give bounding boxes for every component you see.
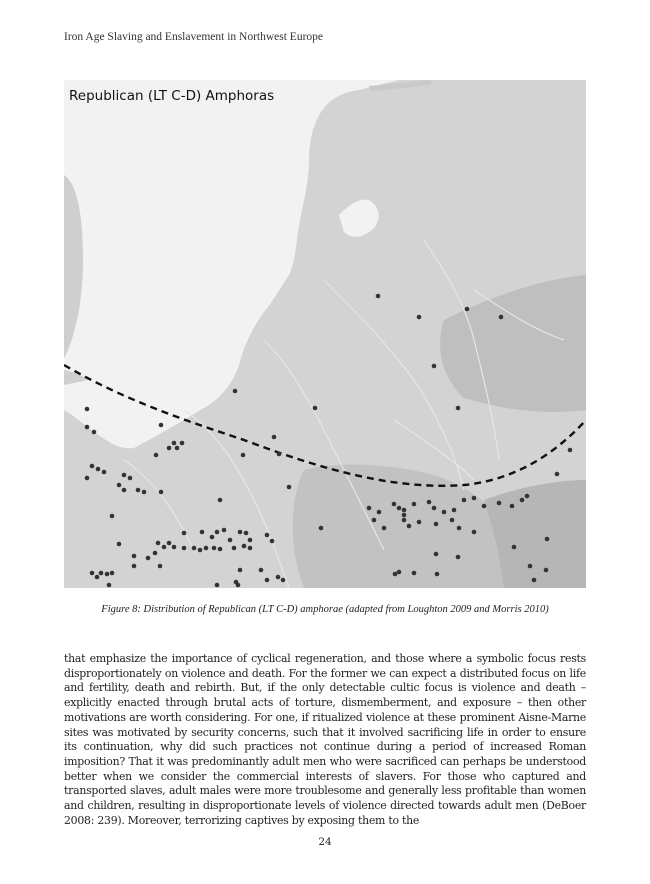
findspot-dot (313, 406, 318, 411)
findspot-dot (544, 568, 549, 573)
findspot-dot (450, 518, 455, 523)
findspot-dot (512, 545, 517, 550)
findspot-dot (136, 488, 141, 493)
findspot-dot (402, 518, 407, 523)
findspot-dot (462, 498, 467, 503)
distribution-map (64, 80, 586, 588)
findspot-dot (319, 526, 324, 531)
running-head: Iron Age Slaving and Enslavement in Northwest Europe (64, 31, 324, 43)
findspot-dot (402, 513, 407, 518)
findspot-dot (532, 578, 537, 583)
findspot-dot (158, 564, 163, 569)
findspot-dot (85, 425, 90, 430)
findspot-dot (92, 430, 97, 435)
findspot-dot (90, 571, 95, 576)
findspot-dot (236, 583, 241, 588)
findspot-dot (204, 546, 209, 551)
findspot-dot (376, 294, 381, 299)
findspot-dot (132, 554, 137, 559)
map-graphic (64, 80, 586, 588)
findspot-dot (277, 452, 282, 457)
findspot-dot (372, 518, 377, 523)
findspot-dot (212, 546, 217, 551)
findspot-dot (457, 526, 462, 531)
figure-caption: Figure 8: Distribution of Republican (LT C-D) amphorae (adapted from Loughton 2009 and Morris 2010) (101, 604, 549, 615)
body-paragraph: that emphasize the importance of cyclical regeneration, and those where a symbolic focus rests disproportionately on violence and death. For the former we can expect a distributed focus on life and fertility, death and rebirth. But, if the only detectable cultic focus is violence and death – explicitly enacted through brutal acts of torture, dismemberment, and exposure – then other motivations are worth considering. For one, if ritualized violence at these prominent Aisne-Marne sites was motivated by security concerns, such that it involved sacrificing life in order to ensure its continuation, why did such practices not continue during a period of increased Roman imposition? That it was predominantly adult men who were sacrificed can perhaps be understood better when we consider the commercial interests of slavers. For those who captured and transported slaves, adult males were more troublesome and generally less profitable than women and children, resulting in disproportionate levels of violence directed towards adult men (DeBoer 2008: 239). Moreover, terrorizing captives by exposing them to the (64, 652, 586, 827)
findspot-dot (90, 464, 95, 469)
findspot-dot (244, 531, 249, 536)
findspot-dot (85, 476, 90, 481)
findspot-dot (156, 541, 161, 546)
findspot-dot (167, 446, 172, 451)
findspot-dot (417, 315, 422, 320)
findspot-dot (99, 571, 104, 576)
findspot-dot (110, 571, 115, 576)
findspot-dot (472, 530, 477, 535)
findspot-dot (233, 389, 238, 394)
findspot-dot (259, 568, 264, 573)
findspot-dot (200, 530, 205, 535)
findspot-dot (442, 510, 447, 515)
findspot-dot (407, 524, 412, 529)
findspot-dot (248, 538, 253, 543)
map-title: Republican (LT C-D) Amphoras (69, 88, 275, 104)
findspot-dot (456, 555, 461, 560)
findspot-dot (412, 502, 417, 507)
findspot-dot (432, 506, 437, 511)
findspot-dot (367, 506, 372, 511)
findspot-dot (465, 307, 470, 312)
findspot-dot (142, 490, 147, 495)
findspot-dot (568, 448, 573, 453)
findspot-dot (198, 548, 203, 553)
findspot-dot (397, 506, 402, 511)
findspot-dot (472, 496, 477, 501)
findspot-dot (248, 546, 253, 551)
findspot-dot (417, 520, 422, 525)
findspot-dot (167, 541, 172, 546)
findspot-dot (276, 575, 281, 580)
findspot-dot (435, 572, 440, 577)
findspot-dot (427, 500, 432, 505)
findspot-dot (105, 572, 110, 577)
findspot-dot (272, 435, 277, 440)
findspot-dot (287, 485, 292, 490)
findspot-dot (242, 544, 247, 549)
findspot-dot (482, 504, 487, 509)
findspot-dot (182, 546, 187, 551)
findspot-dot (162, 545, 167, 550)
findspot-dot (499, 315, 504, 320)
findspot-dot (146, 556, 151, 561)
findspot-dot (432, 364, 437, 369)
findspot-dot (497, 501, 502, 506)
findspot-dot (228, 538, 233, 543)
findspot-dot (172, 545, 177, 550)
findspot-dot (270, 539, 275, 544)
findspot-dot (377, 510, 382, 515)
findspot-dot (110, 514, 115, 519)
findspot-dot (510, 504, 515, 509)
findspot-dot (545, 537, 550, 542)
findspot-dot (210, 535, 215, 540)
findspot-dot (456, 406, 461, 411)
findspot-dot (241, 453, 246, 458)
findspot-dot (265, 578, 270, 583)
findspot-dot (238, 568, 243, 573)
findspot-dot (95, 575, 100, 580)
findspot-dot (281, 578, 286, 583)
findspot-dot (192, 546, 197, 551)
findspot-dot (525, 494, 530, 499)
findspot-dot (393, 572, 398, 577)
findspot-dot (402, 508, 407, 513)
findspot-dot (215, 583, 220, 588)
findspot-dot (117, 542, 122, 547)
findspot-dot (117, 483, 122, 488)
findspot-dot (434, 552, 439, 557)
findspot-dot (128, 476, 133, 481)
findspot-dot (96, 467, 101, 472)
findspot-dot (122, 473, 127, 478)
findspot-dot (412, 571, 417, 576)
findspot-dot (154, 453, 159, 458)
findspot-dot (222, 528, 227, 533)
findspot-dot (382, 526, 387, 531)
findspot-dot (397, 570, 402, 575)
findspot-dot (232, 546, 237, 551)
findspot-dot (159, 490, 164, 495)
findspot-dot (172, 441, 177, 446)
findspot-dot (555, 472, 560, 477)
findspot-dot (182, 531, 187, 536)
findspot-dot (107, 583, 112, 588)
findspot-dot (238, 530, 243, 535)
findspot-dot (434, 522, 439, 527)
findspot-dot (85, 407, 90, 412)
findspot-dot (153, 551, 158, 556)
findspot-dot (218, 547, 223, 552)
findspot-dot (180, 441, 185, 446)
findspot-dot (520, 498, 525, 503)
findspot-dot (265, 533, 270, 538)
findspot-dot (218, 498, 223, 503)
findspot-dot (452, 508, 457, 513)
findspot-dot (175, 446, 180, 451)
findspot-dot (159, 423, 164, 428)
findspot-dot (122, 488, 127, 493)
findspot-dot (392, 502, 397, 507)
page-number: 24 (318, 836, 332, 848)
findspot-dot (528, 564, 533, 569)
findspot-dot (215, 530, 220, 535)
findspot-dot (102, 470, 107, 475)
findspot-dot (132, 564, 137, 569)
